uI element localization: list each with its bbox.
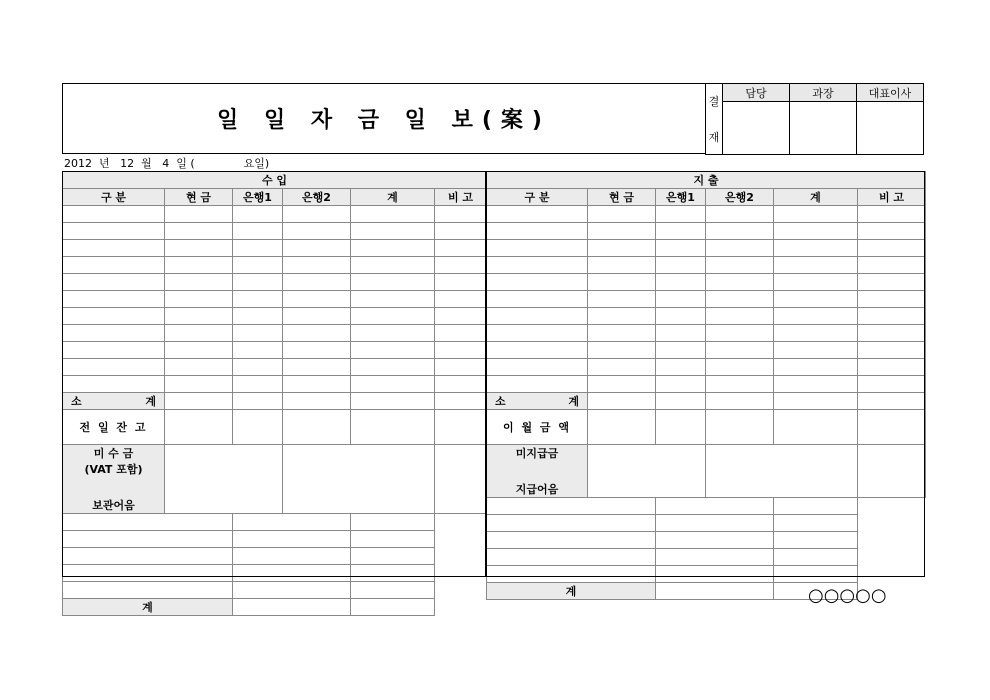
expense-entry-row [487, 291, 926, 308]
expense-subtotal-cell[interactable] [656, 393, 706, 410]
income-receivable-cell[interactable] [351, 582, 435, 599]
expense-header-total: 계 [774, 189, 858, 206]
income-subtotal-cell[interactable] [435, 393, 487, 410]
expense-unpaid-cell[interactable] [656, 549, 774, 566]
approval-col-staff: 담당 [723, 84, 790, 102]
income-entry-cell[interactable] [233, 240, 283, 257]
income-total-label: 계 [63, 599, 233, 616]
approval-col-ceo: 대표이사 [857, 84, 924, 102]
income-entry-cell[interactable] [351, 257, 435, 274]
income-entry-cell[interactable] [435, 359, 487, 376]
income-receivable-cell[interactable] [351, 565, 435, 582]
income-receivable-row [63, 565, 487, 582]
expense-entry-cell[interactable] [588, 342, 656, 359]
income-subtotal-cell[interactable] [165, 393, 233, 410]
income-entry-cell[interactable] [63, 376, 165, 393]
expense-entry-cell[interactable] [487, 223, 588, 240]
income-header-row [63, 189, 487, 206]
income-receivable-cell[interactable] [63, 565, 233, 582]
income-notes-held: 보관어음 [92, 499, 135, 512]
income-entry-cell[interactable] [233, 325, 283, 342]
approval-sign-staff[interactable] [723, 102, 790, 155]
expense-entry-cell[interactable] [774, 240, 858, 257]
income-section-title: 수 입 [63, 172, 487, 189]
income-receivable-row [63, 514, 487, 531]
income-entry-row [63, 291, 487, 308]
income-entry-cell[interactable] [233, 308, 283, 325]
expense-entry-row [487, 376, 926, 393]
income-entry-cell[interactable] [351, 376, 435, 393]
expense-unpaid-row [487, 515, 926, 532]
income-entry-cell[interactable] [165, 291, 233, 308]
expense-entry-cell[interactable] [774, 325, 858, 342]
income-receivable-cell[interactable] [283, 445, 435, 514]
expense-entry-cell[interactable] [858, 257, 926, 274]
income-entry-cell[interactable] [435, 291, 487, 308]
income-receivable-cell[interactable] [233, 548, 351, 565]
income-header-note: 비 고 [435, 189, 487, 206]
expense-entry-cell[interactable] [588, 308, 656, 325]
income-total-cell[interactable] [233, 599, 351, 616]
expense-entry-row [487, 257, 926, 274]
income-receivable-cell[interactable] [233, 582, 351, 599]
expense-unpaid-cell[interactable] [487, 532, 656, 549]
income-entry-cell[interactable] [283, 223, 351, 240]
approval-table [705, 83, 924, 155]
expense-entry-cell[interactable] [588, 291, 656, 308]
income-prev-balance-label: 전 일 잔 고 [63, 410, 165, 445]
income-subtotal-cell[interactable] [283, 393, 351, 410]
expense-unpaid-cell[interactable] [656, 566, 774, 583]
expense-entry-cell[interactable] [858, 376, 926, 393]
income-receivable-row [63, 582, 487, 599]
income-entry-cell[interactable] [351, 206, 435, 223]
income-entry-cell[interactable] [351, 240, 435, 257]
income-entry-cell[interactable] [165, 359, 233, 376]
expense-entry-cell[interactable] [656, 223, 706, 240]
income-receivable-cell[interactable] [63, 582, 233, 599]
expense-total-cell[interactable] [656, 583, 774, 600]
expense-entry-row [487, 274, 926, 291]
expense-entry-cell[interactable] [487, 206, 588, 223]
income-entry-cell[interactable] [283, 291, 351, 308]
income-entry-cell[interactable] [351, 291, 435, 308]
income-receivable-line2: (VAT 포함) [84, 463, 143, 476]
expense-entry-cell[interactable] [706, 291, 774, 308]
expense-entry-row [487, 325, 926, 342]
income-entry-cell[interactable] [283, 376, 351, 393]
expense-unpaid-cell[interactable] [656, 498, 774, 515]
income-entry-cell[interactable] [283, 342, 351, 359]
expense-entry-cell[interactable] [774, 376, 858, 393]
income-entry-cell[interactable] [283, 257, 351, 274]
expense-carry-over-cell[interactable] [706, 410, 774, 445]
expense-entry-row [487, 206, 926, 223]
income-entry-cell[interactable] [63, 206, 165, 223]
expense-entry-cell[interactable] [588, 240, 656, 257]
income-entry-cell[interactable] [435, 342, 487, 359]
income-subtotal-right: 계 [145, 395, 156, 408]
expense-entry-cell[interactable] [487, 240, 588, 257]
expense-carry-over-cell[interactable] [858, 410, 926, 445]
expense-entry-cell[interactable] [656, 359, 706, 376]
income-entry-cell[interactable] [351, 342, 435, 359]
income-entry-cell[interactable] [283, 206, 351, 223]
expense-entry-cell[interactable] [656, 274, 706, 291]
income-subtotal-cell[interactable] [351, 393, 435, 410]
expense-subtotal-cell[interactable] [588, 393, 656, 410]
expense-unpaid-cell[interactable] [487, 566, 656, 583]
expense-entry-cell[interactable] [487, 359, 588, 376]
expense-entry-cell[interactable] [858, 342, 926, 359]
income-subtotal-left: 소 [71, 395, 82, 408]
expense-entry-cell[interactable] [774, 291, 858, 308]
expense-entry-cell[interactable] [706, 206, 774, 223]
expense-subtotal-right: 계 [568, 395, 579, 408]
income-entry-cell[interactable] [435, 308, 487, 325]
expense-unpaid-row [487, 566, 926, 583]
income-receivable-cell[interactable] [351, 548, 435, 565]
expense-entry-cell[interactable] [706, 257, 774, 274]
expense-carry-over-cell[interactable] [588, 410, 656, 445]
expense-entry-cell[interactable] [858, 223, 926, 240]
income-entry-cell[interactable] [435, 223, 487, 240]
expense-entry-cell[interactable] [588, 359, 656, 376]
expense-subtotal-cell[interactable] [706, 393, 774, 410]
income-entry-cell[interactable] [283, 325, 351, 342]
expense-entry-cell[interactable] [656, 325, 706, 342]
expense-entry-cell[interactable] [487, 291, 588, 308]
expense-unpaid-cell[interactable] [774, 549, 858, 566]
income-entry-cell[interactable] [435, 257, 487, 274]
expense-entry-cell[interactable] [487, 376, 588, 393]
expense-entry-cell[interactable] [774, 206, 858, 223]
expense-subtotal-cell[interactable] [858, 393, 926, 410]
income-entry-cell[interactable] [351, 308, 435, 325]
expense-unpaid-cell[interactable] [487, 515, 656, 532]
expense-header-category: 구 분 [487, 189, 588, 206]
income-entry-cell[interactable] [165, 342, 233, 359]
expense-header-cash: 현 금 [588, 189, 656, 206]
expense-entry-cell[interactable] [858, 291, 926, 308]
income-entry-cell[interactable] [351, 359, 435, 376]
expense-entry-cell[interactable] [588, 274, 656, 291]
income-entry-cell[interactable] [165, 274, 233, 291]
income-receivable-cell[interactable] [63, 531, 233, 548]
income-entry-row [63, 206, 487, 223]
income-subtotal-cell[interactable] [233, 393, 283, 410]
expense-entry-cell[interactable] [858, 359, 926, 376]
center-divider [485, 171, 487, 577]
income-entry-cell[interactable] [435, 325, 487, 342]
expense-entry-cell[interactable] [656, 291, 706, 308]
income-entry-cell[interactable] [63, 223, 165, 240]
expense-unpaid-cell[interactable] [774, 532, 858, 549]
expense-unpaid-cell[interactable] [588, 445, 706, 498]
expense-header-bank2: 은행2 [706, 189, 774, 206]
expense-entry-cell[interactable] [858, 325, 926, 342]
expense-entry-cell[interactable] [858, 240, 926, 257]
expense-unpaid-cell[interactable] [656, 532, 774, 549]
income-entry-cell[interactable] [283, 359, 351, 376]
expense-section-title: 지 출 [487, 172, 926, 189]
income-entry-cell[interactable] [165, 223, 233, 240]
expense-entry-cell[interactable] [487, 257, 588, 274]
income-entry-cell[interactable] [63, 359, 165, 376]
income-prev-balance-cell[interactable] [435, 410, 487, 445]
income-prev-balance-cell[interactable] [283, 410, 351, 445]
expense-entry-row [487, 342, 926, 359]
income-prev-balance-cell[interactable] [351, 410, 435, 445]
expense-unpaid-cell[interactable] [774, 515, 858, 532]
expense-entry-cell[interactable] [774, 342, 858, 359]
expense-entry-cell[interactable] [706, 376, 774, 393]
income-receivable-cell[interactable] [63, 514, 233, 531]
income-entry-cell[interactable] [435, 376, 487, 393]
income-entry-row [63, 359, 487, 376]
income-entry-row [63, 325, 487, 342]
income-entry-row [63, 308, 487, 325]
expense-carry-over-cell[interactable] [774, 410, 858, 445]
income-entry-cell[interactable] [165, 257, 233, 274]
expense-entry-cell[interactable] [858, 308, 926, 325]
expense-entry-cell[interactable] [487, 274, 588, 291]
expense-subtotal-left: 소 [495, 395, 506, 408]
income-header-category: 구 분 [63, 189, 165, 206]
expense-entry-cell[interactable] [656, 342, 706, 359]
income-receivable-label [63, 445, 165, 514]
income-receivable-cell[interactable] [233, 565, 351, 582]
expense-entry-cell[interactable] [774, 257, 858, 274]
income-entry-cell[interactable] [233, 223, 283, 240]
expense-entry-cell[interactable] [858, 274, 926, 291]
income-entry-cell[interactable] [63, 291, 165, 308]
income-receivable-row [63, 548, 487, 565]
income-entry-cell[interactable] [165, 240, 233, 257]
income-entry-cell[interactable] [351, 325, 435, 342]
expense-carry-over-cell[interactable] [656, 410, 706, 445]
expense-unpaid-cell[interactable] [706, 445, 858, 498]
income-header-cash: 현 금 [165, 189, 233, 206]
income-entry-row [63, 376, 487, 393]
income-entry-row [63, 223, 487, 240]
income-receivable-cell[interactable] [165, 445, 283, 514]
income-entry-cell[interactable] [351, 223, 435, 240]
footer-mark: ○○○○○ [808, 585, 887, 606]
income-receivable-cell[interactable] [63, 548, 233, 565]
expense-entry-cell[interactable] [487, 342, 588, 359]
income-receivable-cell[interactable] [435, 445, 487, 514]
income-entry-cell[interactable] [233, 257, 283, 274]
expense-entry-cell[interactable] [774, 359, 858, 376]
income-prev-balance-cell[interactable] [233, 410, 283, 445]
income-receivable-cell[interactable] [233, 514, 351, 531]
expense-entry-row [487, 223, 926, 240]
income-header-total: 계 [351, 189, 435, 206]
expense-unpaid-row [487, 532, 926, 549]
income-entry-cell[interactable] [63, 257, 165, 274]
expense-subtotal-label [487, 393, 588, 410]
expense-entry-cell[interactable] [588, 206, 656, 223]
expense-entry-cell[interactable] [588, 257, 656, 274]
income-entry-cell[interactable] [351, 274, 435, 291]
expense-notes-paid: 지급어음 [515, 483, 559, 496]
approval-sign-ceo[interactable] [857, 102, 924, 155]
income-entry-cell[interactable] [233, 291, 283, 308]
income-table [62, 171, 487, 616]
expense-unpaid: 미지급금 [515, 447, 559, 460]
date-line: 2012 년 12 월 4 일 ( 요일) [64, 157, 270, 170]
income-receivable-cell[interactable] [351, 514, 435, 531]
page-title: 일 일 자 금 일 보(案) [217, 108, 551, 133]
expense-entry-cell[interactable] [588, 223, 656, 240]
expense-entry-cell[interactable] [706, 223, 774, 240]
expense-entry-cell[interactable] [656, 376, 706, 393]
expense-entry-cell[interactable] [858, 206, 926, 223]
income-entry-cell[interactable] [63, 240, 165, 257]
expense-unpaid-row [487, 498, 926, 515]
expense-unpaid-cell[interactable] [858, 445, 926, 498]
income-entry-cell[interactable] [165, 376, 233, 393]
income-entry-cell[interactable] [435, 240, 487, 257]
expense-table [486, 171, 926, 600]
income-entry-cell[interactable] [233, 342, 283, 359]
approval-label-top: 결 [708, 95, 720, 108]
income-entry-cell[interactable] [233, 376, 283, 393]
expense-entry-row [487, 240, 926, 257]
expense-entry-cell[interactable] [774, 308, 858, 325]
income-entry-cell[interactable] [435, 274, 487, 291]
expense-entry-cell[interactable] [656, 257, 706, 274]
expense-subtotal-cell[interactable] [774, 393, 858, 410]
approval-col-manager: 과장 [790, 84, 857, 102]
expense-header-note: 비 고 [858, 189, 926, 206]
income-prev-balance-cell[interactable] [165, 410, 233, 445]
expense-entry-cell[interactable] [774, 274, 858, 291]
income-receivable-cell[interactable] [351, 531, 435, 548]
expense-entry-cell[interactable] [588, 325, 656, 342]
income-receivable-line1: 미 수 금 [93, 447, 134, 460]
expense-unpaid-cell[interactable] [487, 549, 656, 566]
expense-carry-over-label: 이 월 금 액 [487, 410, 588, 445]
expense-entry-cell[interactable] [706, 240, 774, 257]
income-subtotal-label [63, 393, 165, 410]
income-entry-cell[interactable] [283, 240, 351, 257]
expense-entry-cell[interactable] [706, 274, 774, 291]
expense-entry-cell[interactable] [588, 376, 656, 393]
income-header-bank2: 은행2 [283, 189, 351, 206]
income-entry-cell[interactable] [233, 274, 283, 291]
income-entry-cell[interactable] [63, 308, 165, 325]
income-entry-cell[interactable] [435, 206, 487, 223]
income-entry-cell[interactable] [165, 325, 233, 342]
expense-entry-cell[interactable] [656, 308, 706, 325]
income-entry-row [63, 274, 487, 291]
expense-entry-cell[interactable] [656, 206, 706, 223]
income-entry-cell[interactable] [63, 274, 165, 291]
income-entry-cell[interactable] [165, 308, 233, 325]
expense-unpaid-label [487, 445, 588, 498]
income-entry-row [63, 342, 487, 359]
income-entry-row [63, 257, 487, 274]
income-entry-row [63, 240, 487, 257]
income-entry-cell[interactable] [233, 206, 283, 223]
approval-sign-manager[interactable] [790, 102, 857, 155]
expense-entry-cell[interactable] [487, 325, 588, 342]
expense-unpaid-cell[interactable] [774, 566, 858, 583]
expense-entry-cell[interactable] [774, 223, 858, 240]
expense-entry-row [487, 359, 926, 376]
income-entry-cell[interactable] [283, 308, 351, 325]
expense-unpaid-cell[interactable] [487, 498, 656, 515]
expense-unpaid-cell[interactable] [656, 515, 774, 532]
expense-entry-cell[interactable] [487, 308, 588, 325]
income-entry-cell[interactable] [283, 274, 351, 291]
income-entry-cell[interactable] [63, 325, 165, 342]
title-box [62, 83, 705, 154]
expense-entry-row [487, 308, 926, 325]
expense-unpaid-cell[interactable] [774, 498, 858, 515]
income-header-bank1: 은행1 [233, 189, 283, 206]
income-entry-cell[interactable] [233, 359, 283, 376]
expense-entry-cell[interactable] [706, 359, 774, 376]
income-entry-cell[interactable] [165, 206, 233, 223]
expense-entry-cell[interactable] [656, 240, 706, 257]
income-entry-cell[interactable] [63, 342, 165, 359]
expense-entry-cell[interactable] [706, 308, 774, 325]
expense-total-label: 계 [487, 583, 656, 600]
income-receivable-cell[interactable] [233, 531, 351, 548]
expense-entry-cell[interactable] [706, 342, 774, 359]
expense-header-bank1: 은행1 [656, 189, 706, 206]
expense-entry-cell[interactable] [706, 325, 774, 342]
income-receivable-row [63, 531, 487, 548]
income-total-cell[interactable] [351, 599, 435, 616]
approval-label-bottom: 재 [708, 131, 720, 144]
approval-label [706, 84, 723, 155]
expense-unpaid-row [487, 549, 926, 566]
